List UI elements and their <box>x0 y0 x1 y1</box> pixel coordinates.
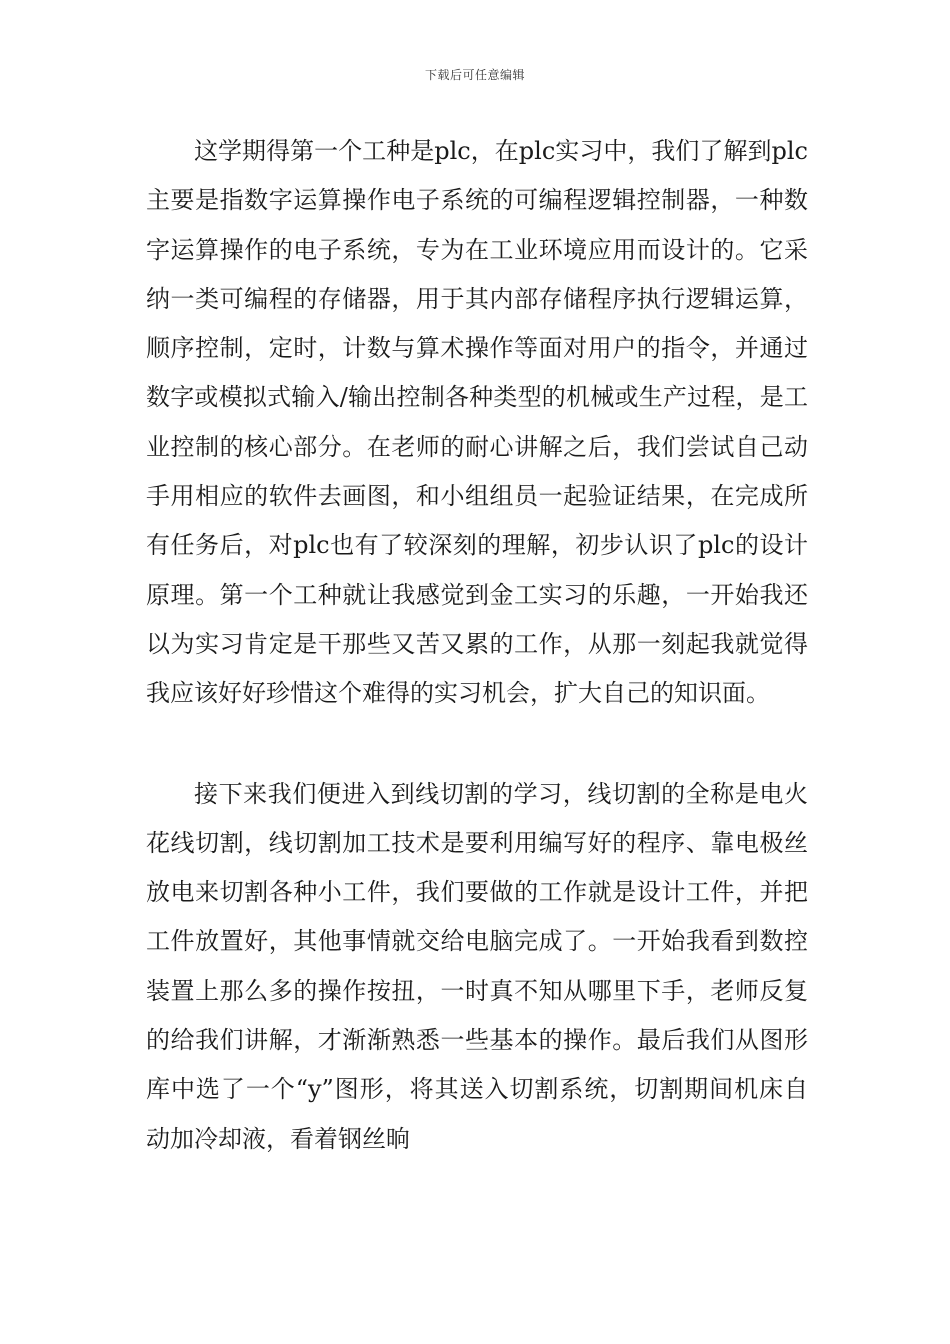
paragraph-wire-cutting: 接下来我们便进入到线切割的学习，线切割的全称是电火花线切割，线切割加工技术是要利用编写好的程序、靠电极丝放电来切割各种小工件，我们要做的工作就是设计工件，并把工件放置好，其他事情就交给电脑完成了。一开始我看到数控装置上那么多的操作按扭，一时真不知从哪里下手，老师反复的给我们讲解，才渐渐熟悉一些基本的操作。最后我们从图形库中选了一个“y”图形，将其送入切割系统，切割期间机床自动加冷却液，看着钢丝晌 <box>146 779 808 1153</box>
paragraph-plc: 这学期得第一个工种是plc，在plc实习中，我们了解到plc主要是指数字运算操作电子系统的可编程逻辑控制器，一种数字运算操作的电子系统，专为在工业环境应用而设计的。它采纳一类可编程的存储器，用于其内部存储程序执行逻辑运算，顺序控制，定时，计数与算术操作等面对用户的指令，并通过数字或模拟式输入/输出控制各种类型的机械或生产过程，是工业控制的核心部分。在老师的耐心讲解之后，我们尝试自己动手用相应的软件去画图，和小组组员一起验证结果，在完成所有任务后，对plc也有了较深刻的理解，初步认识了plc的设计原理。第一个工种就让我感觉到金工实习的乐趣，一开始我还以为实习肯定是干那些又苦又累的工作，从那一刻起我就觉得我应该好好珍惜这个难得的实习机会，扩大自己的知识面。 <box>146 137 808 708</box>
page-header: 下载后可任意编辑 <box>424 68 525 82</box>
document-body <box>146 127 808 1164</box>
